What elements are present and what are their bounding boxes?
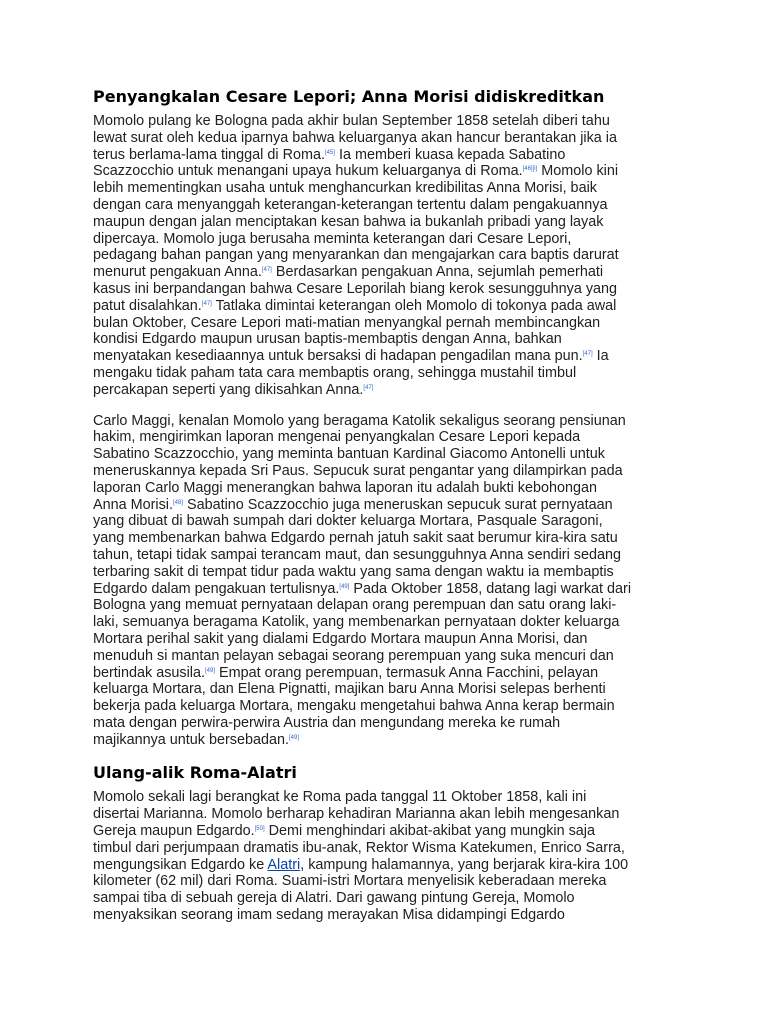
citation-ref[interactable]: [46][i] — [522, 166, 538, 173]
text-line — [93, 665, 678, 682]
paragraph — [93, 789, 678, 923]
line-text: mengungsikan Edgardo ke — [93, 856, 268, 873]
line-text: yang membenarkan bahwa Edgardo pernah jatuh sakit saat berumur kira-kira satu — [93, 530, 618, 547]
line-text: kilometer (62 mil) dari Roma. Suami-istri Mortara menyelisik keberadaan mereka — [93, 873, 607, 890]
text-line — [93, 789, 678, 806]
text-line — [93, 715, 678, 732]
paragraph — [93, 413, 678, 749]
text-line — [93, 513, 678, 530]
text-line — [93, 698, 678, 715]
line-text: menuduh si mantan pelayan sebagai seorang perempuan yang suka mencuri dan — [93, 647, 614, 664]
text-line — [93, 247, 678, 264]
citation-ref[interactable]: [47] — [363, 384, 374, 391]
text-line — [93, 365, 678, 382]
line-text: Bologna yang memuat pernyataan delapan orang perempuan dan satu orang laki- — [93, 597, 617, 614]
line-text: Mortara perihal sakit yang dialami Edgardo Mortara maupun Anna Morisi, dan — [93, 630, 588, 647]
text-line — [93, 873, 678, 890]
line-text: percakapan seperti yang dikisahkan Anna. — [93, 381, 364, 398]
line-text: Demi menghindari akibat-akibat yang mungkin saja — [264, 823, 595, 840]
citation-ref[interactable]: [45] — [324, 149, 335, 156]
line-text: lewat surat oleh kedua iparnya bahwa keluarganya akan hancur berantakan jika ia — [93, 129, 618, 146]
text-line — [93, 631, 678, 648]
citation-ref[interactable]: [50] — [254, 826, 265, 833]
article-link[interactable]: Alatri — [267, 856, 301, 873]
text-line — [93, 331, 678, 348]
text-line — [93, 840, 678, 857]
citation-ref[interactable]: [49] — [205, 667, 216, 674]
text-line — [93, 530, 678, 547]
text-line — [93, 806, 678, 823]
line-text: maupun dengan jalan menciptakan kesan bahwa ia bukanlah pribadi yang layak — [93, 213, 604, 230]
line-text: Momolo kini — [537, 163, 619, 180]
line-text: Pada Oktober 1858, datang lagi warkat dari — [349, 580, 632, 597]
line-text: menyaksikan seorang imam sedang merayakan Misa didampingi Edgardo — [93, 907, 565, 924]
line-text: Ia memberi kuasa kepada Sabatino — [334, 146, 566, 163]
text-line — [93, 348, 678, 365]
line-text: kasus ini berpandangan bahwa Cesare Leporilah biang kerok sesungguhnya yang — [93, 280, 618, 297]
text-line — [93, 163, 678, 180]
line-text: kondisi Edgardo maupun urusan baptis-membaptis dengan Anna, bahkan — [93, 331, 562, 348]
line-text: dipercaya. Momolo juga berusaha meminta keterangan dari Cesare Lepori, — [93, 230, 572, 247]
text-line — [93, 429, 678, 446]
text-line — [93, 648, 678, 665]
line-text: terus berlama-lama tinggal di Roma. — [93, 146, 325, 163]
line-text: bulan Oktober, Cesare Lepori mati-matian menyangkal pernah membincangkan — [93, 314, 601, 331]
citation-ref[interactable]: [47] — [201, 300, 212, 307]
text-line — [93, 298, 678, 315]
line-text: disertai Marianna. Momolo berharap kehadiran Marianna akan lebih mengesankan — [93, 806, 620, 823]
text-line — [93, 281, 678, 298]
text-line — [93, 732, 678, 749]
line-text: Sabatino Scazzocchio, yang meminta bantuan Kardinal Giacomo Antonelli untuk — [93, 446, 605, 463]
line-text: laki, semuanya beragama Katolik, yang membenarkan pernyataan dokter keluarga — [93, 614, 620, 631]
text-line — [93, 890, 678, 907]
text-line — [93, 315, 678, 332]
text-line — [93, 857, 678, 874]
text-line — [93, 823, 678, 840]
section-heading: Penyangkalan Cesare Lepori; Anna Morisi didiskreditkan — [93, 87, 605, 106]
line-text: Gereja maupun Edgardo. — [93, 823, 255, 840]
line-text: dengan cara menyanggah keterangan-keterangan tertentu dalam pengakuannya — [93, 196, 608, 213]
text-line — [93, 197, 678, 214]
line-text: keluarga Mortara, dan Elena Pignatti, majikan baru Anna Morisi selepas berhenti — [93, 681, 606, 698]
text-line — [93, 113, 678, 130]
text-line — [93, 130, 678, 147]
text-line — [93, 180, 678, 197]
line-text: patut disalahkan. — [93, 297, 202, 314]
citation-ref[interactable]: [47] — [582, 351, 593, 358]
citation-ref[interactable]: [47] — [261, 267, 272, 274]
text-line — [93, 413, 678, 430]
line-text: timbul dari perjumpaan dramatis ibu-anak, Rektor Wisma Katekumen, Enrico Sarra, — [93, 839, 625, 856]
text-line — [93, 547, 678, 564]
line-text: Empat orang perempuan, termasuk Anna Facchini, pelayan — [215, 664, 599, 681]
text-line — [93, 147, 678, 164]
line-text: mengaku tidak paham tata cara membaptis orang, sehingga mustahil timbul — [93, 364, 577, 381]
line-text: laporan Carlo Maggi menerangkan bahwa laporan itu adalah bukti kebohongan — [93, 479, 598, 496]
line-text: meneruskannya kepada Sri Paus. Sepucuk surat pengantar yang dilampirkan pada — [93, 462, 623, 479]
text-line — [93, 614, 678, 631]
line-text: Scazzocchio untuk menangani upaya hukum keluarganya di Roma. — [93, 163, 523, 180]
line-text: bertindak asusila. — [93, 664, 205, 681]
line-text: sampai tiba di sebuah gereja di Alatri. Dari gawang pintung Gereja, Momolo — [93, 890, 575, 907]
line-text: yang dibuat di bawah sumpah dari dokter keluarga Mortara, Pasquale Saragoni, — [93, 513, 603, 530]
line-text: Sabatino Scazzocchio juga meneruskan sepucuk surat pernyataan — [183, 496, 613, 513]
section-heading: Ulang-alik Roma-Alatri — [93, 763, 297, 783]
text-line — [93, 907, 678, 924]
line-text: , kampung halamannya, yang berjarak kira-kira 100 — [300, 856, 629, 873]
line-text: Ia — [592, 348, 609, 365]
text-line — [93, 214, 678, 231]
text-line — [93, 264, 678, 281]
text-line — [93, 681, 678, 698]
line-text: Edgardo dalam pengakuan tertulisnya. — [93, 580, 340, 597]
line-text: lebih mementingkan usaha untuk menghancurkan kredibilitas Anna Morisi, baik — [93, 180, 597, 197]
line-text: Anna Morisi. — [93, 496, 173, 513]
text-line — [93, 446, 678, 463]
line-text: terbaring sakit di tempat tidur pada waktu yang sama dengan waktu ia membaptis — [93, 563, 614, 580]
text-line — [93, 597, 678, 614]
citation-ref[interactable]: [49] — [289, 734, 300, 741]
citation-ref[interactable]: [49] — [339, 583, 350, 590]
citation-ref[interactable]: [48] — [172, 499, 183, 506]
line-text: menurut pengakuan Anna. — [93, 264, 262, 281]
text-line — [93, 564, 678, 581]
text-line — [93, 231, 678, 248]
line-text: pedagang bahan pangan yang menyarankan dan mengajarkan cara baptis darurat — [93, 247, 619, 264]
line-text: tahun, tetapi tidak sampai terancam maut, dan sesungguhnya Anna sendiri sedang — [93, 546, 622, 563]
text-line — [93, 497, 678, 514]
paragraph — [93, 113, 678, 399]
line-text: Momolo pulang ke Bologna pada akhir bulan September 1858 setelah diberi tahu — [93, 113, 610, 129]
line-text: majikannya untuk bersebadan. — [93, 731, 290, 748]
line-text: mata dengan perwira-perwira Austria dan mengundang mereka ke rumah — [93, 714, 561, 731]
line-text: Tatlaka dimintai keterangan oleh Momolo di tokonya pada awal — [211, 297, 617, 314]
line-text: hakim, mengirimkan laporan mengenai penyangkalan Cesare Lepori kepada — [93, 429, 581, 446]
text-line — [93, 480, 678, 497]
text-line — [93, 581, 678, 598]
line-text: Carlo Maggi, kenalan Momolo yang beragama Katolik sekaligus seorang pensiunan — [93, 412, 626, 429]
text-line — [93, 382, 678, 399]
line-text: Momolo sekali lagi berangkat ke Roma pada tanggal 11 Oktober 1858, kali ini — [93, 789, 587, 806]
article-content — [93, 86, 678, 938]
line-text: bekerja pada keluarga Mortara, mengaku mengetahui bahwa Anna kerap bermain — [93, 698, 615, 715]
line-text: Berdasarkan pengakuan Anna, sejumlah pemerhati — [271, 264, 604, 281]
line-text: menyatakan kesediaannya untuk bersaksi di hadapan pengadilan mana pun. — [93, 348, 583, 365]
text-line — [93, 463, 678, 480]
